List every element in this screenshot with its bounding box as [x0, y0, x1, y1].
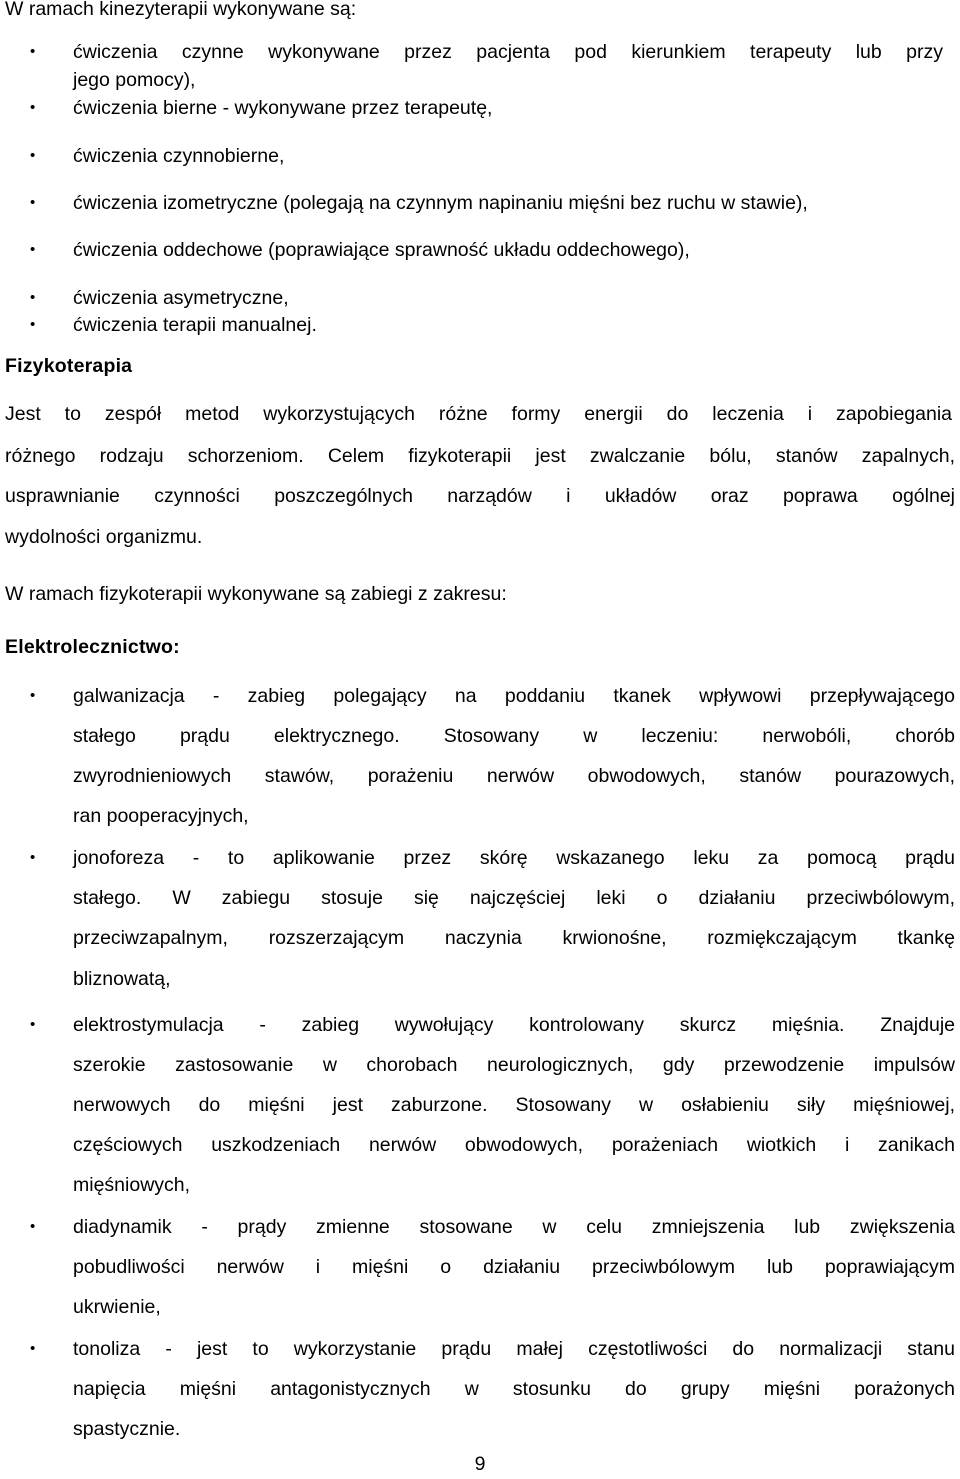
bullet-icon: •: [30, 289, 36, 306]
list-item: ćwiczenia oddechowe (poprawiające sprawność układu oddechowego),: [73, 239, 690, 261]
list-item-continuation: stałego. W zabiegu stosuje się najczęściej leki o działaniu przeciwbólowym,: [73, 887, 955, 909]
list-item-continuation: spastycznie.: [73, 1418, 181, 1440]
kinezyterapia-intro: W ramach kinezyterapii wykonywane są:: [5, 0, 357, 20]
bullet-icon: •: [30, 687, 36, 704]
bullet-icon: •: [30, 316, 36, 333]
list-item-continuation: pobudliwości nerwów i mięśni o działaniu przeciwbólowym lub poprawiającym: [73, 1256, 955, 1278]
list-item: ćwiczenia terapii manualnej.: [73, 314, 317, 336]
section-heading-fizykoterapia: Fizykoterapia: [5, 355, 133, 377]
section-heading-elektrolecznictwo: Elektrolecznictwo:: [5, 636, 180, 658]
list-item-continuation: bliznowatą,: [73, 968, 171, 990]
list-item: ćwiczenia asymetryczne,: [73, 287, 289, 309]
list-item-continuation: mięśniowych,: [73, 1174, 191, 1196]
list-item-continuation: przeciwzapalnym, rozszerzającym naczynia krwionośne, rozmiękczającym tkankę: [73, 927, 955, 949]
list-item-continuation: nerwowych do mięśni jest zaburzone. Stosowany w osłabieniu siły mięśniowej,: [73, 1094, 955, 1116]
bullet-icon: •: [30, 241, 36, 258]
list-item: diadynamik - prądy zmienne stosowane w celu zmniejszenia lub zwiększenia: [73, 1216, 955, 1238]
fizykoterapia-intro: W ramach fizykoterapii wykonywane są zabiegi z zakresu:: [5, 583, 507, 605]
list-item-continuation: ran pooperacyjnych,: [73, 805, 249, 827]
page-number: 9: [474, 1453, 486, 1475]
list-item-continuation: napięcia mięśni antagonistycznych w stosunku do grupy mięśni porażonych: [73, 1378, 955, 1400]
list-item: ćwiczenia izometryczne (polegają na czynnym napinaniu mięśni bez ruchu w stawie),: [73, 192, 808, 214]
list-item-continuation: szerokie zastosowanie w chorobach neurologicznych, gdy przewodzenie impulsów: [73, 1054, 955, 1076]
paragraph-line: Jest to zespół metod wykorzystujących różne formy energii do leczenia i zapobiegania: [5, 403, 952, 425]
list-item-continuation: jego pomocy),: [73, 69, 196, 91]
bullet-icon: •: [30, 1218, 36, 1235]
bullet-icon: •: [30, 1340, 36, 1357]
bullet-icon: •: [30, 43, 36, 60]
paragraph-line: wydolności organizmu.: [5, 526, 203, 548]
paragraph-line: różnego rodzaju schorzeniom. Celem fizykoterapii jest zwalczanie bólu, stanów zapalnych,: [5, 445, 955, 467]
list-item: elektrostymulacja - zabieg wywołujący kontrolowany skurcz mięśnia. Znajduje: [73, 1014, 955, 1036]
list-item-continuation: ukrwienie,: [73, 1296, 161, 1318]
list-item: ćwiczenia czynne wykonywane przez pacjenta pod kierunkiem terapeuty lub przy: [73, 41, 943, 63]
list-item: ćwiczenia czynnobierne,: [73, 145, 285, 167]
bullet-icon: •: [30, 147, 36, 164]
bullet-icon: •: [30, 849, 36, 866]
list-item: ćwiczenia bierne - wykonywane przez terapeutę,: [73, 97, 493, 119]
list-item: tonoliza - jest to wykorzystanie prądu małej częstotliwości do normalizacji stanu: [73, 1338, 955, 1360]
list-item: jonoforeza - to aplikowanie przez skórę wskazanego leku za pomocą prądu: [73, 847, 955, 869]
list-item: galwanizacja - zabieg polegający na poddaniu tkanek wpływowi przepływającego: [73, 685, 955, 707]
bullet-icon: •: [30, 1016, 36, 1033]
list-item-continuation: stałego prądu elektrycznego. Stosowany w leczeniu: nerwobóli, chorób: [73, 725, 955, 747]
bullet-icon: •: [30, 194, 36, 211]
list-item-continuation: zwyrodnieniowych stawów, porażeniu nerwów obwodowych, stanów pourazowych,: [73, 765, 955, 787]
list-item-continuation: częściowych uszkodzeniach nerwów obwodowych, porażeniach wiotkich i zanikach: [73, 1134, 955, 1156]
bullet-icon: •: [30, 99, 36, 116]
paragraph-line: usprawnianie czynności poszczególnych narządów i układów oraz poprawa ogólnej: [5, 485, 955, 507]
